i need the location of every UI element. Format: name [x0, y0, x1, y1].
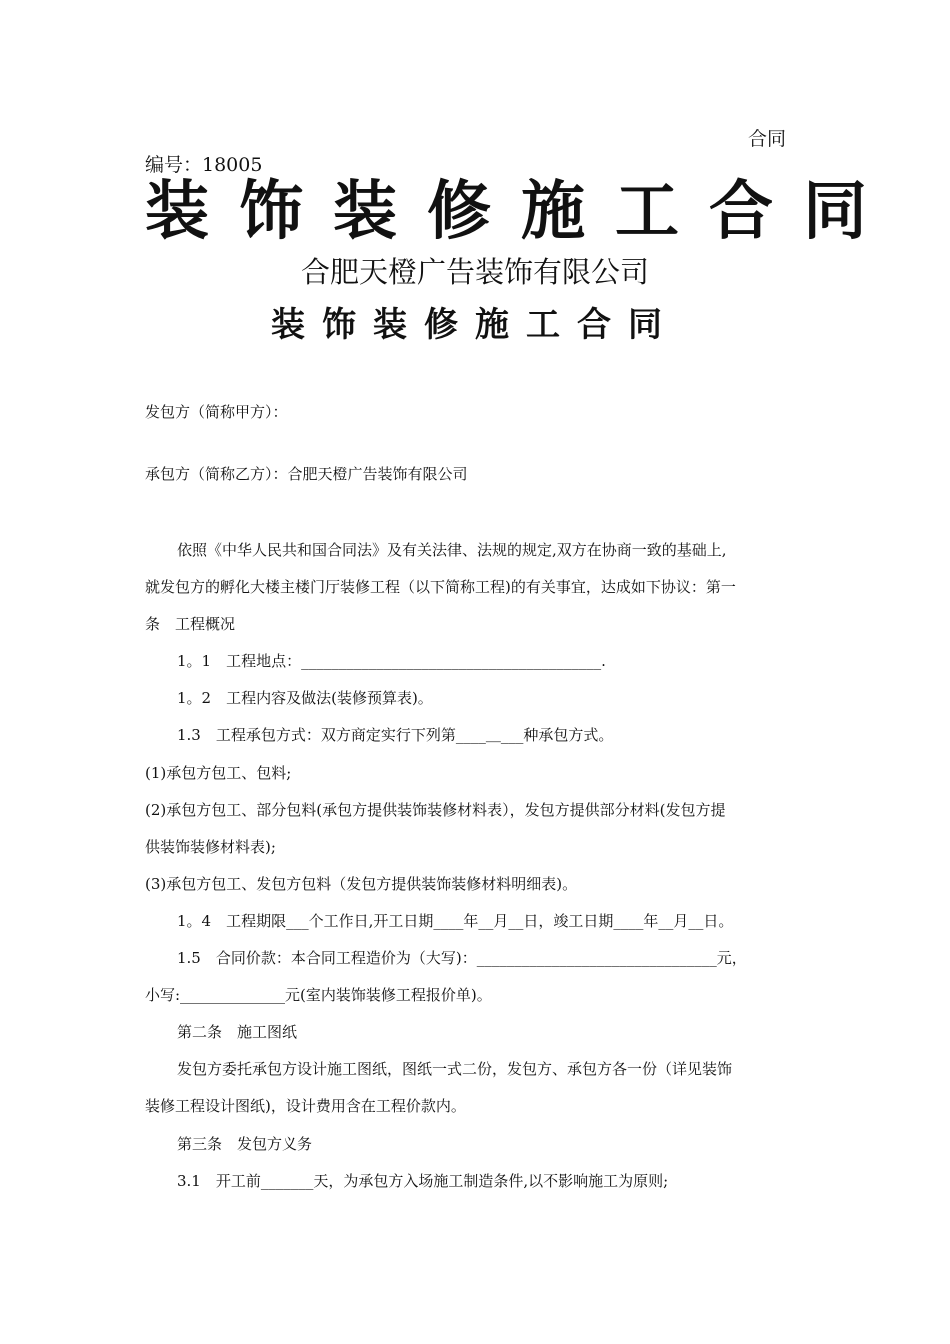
- party-b-line: 承包方（简称乙方）：合肥天橙广告装饰有限公司: [145, 465, 468, 483]
- body-line: 装修工程设计图纸)，设计费用含在工程价款内。: [145, 1097, 466, 1116]
- contract-body: [145, 532, 810, 1200]
- body-line: 1。1 工程地点：________________________________________.: [177, 652, 606, 671]
- body-line: 条 工程概况: [145, 615, 236, 634]
- body-line: 依照《中华人民共和国合同法》及有关法律、法规的规定,双方在协商一致的基础上,: [177, 541, 727, 559]
- body-line: 1.3 工程承包方式：双方商定实行下列第____＿___种承包方式。: [177, 726, 614, 745]
- body-line: 第二条 施工图纸: [177, 1023, 298, 1042]
- body-line: (3)承包方包工、发包方包料（发包方提供装饰装修材料明细表)。: [145, 874, 578, 893]
- party-a-line: 发包方（简称甲方）：: [145, 403, 288, 421]
- corner-label: 合同: [748, 128, 787, 150]
- contract-main-title: 装饰装修施工合同: [145, 175, 897, 249]
- body-line: (2)承包方包工、部分包料(承包方提供装饰装修材料表），发包方提供部分材料(发包方提: [145, 800, 726, 819]
- contract-serial-number: 编号：18005: [145, 154, 263, 176]
- body-line: 1.5 合同价款：本合同工程造价为（大写)：________________________________元，: [177, 949, 747, 968]
- contract-subtitle: 装饰装修施工合同: [271, 305, 679, 345]
- company-name: 合肥天橙广告装饰有限公司: [300, 255, 649, 289]
- body-line: 供装饰装修材料表);: [145, 837, 276, 856]
- body-line: 1。4 工程期限___个工作日,开工日期____年__月__日，竣工日期____年__月__日。: [177, 911, 734, 930]
- body-line: 第三条 发包方义务: [177, 1134, 313, 1153]
- body-line: 1。2 工程内容及做法(装修预算表)。: [177, 689, 433, 708]
- body-line: (1)承包方包工、包料;: [145, 763, 292, 782]
- body-line: 3.1 开工前_______天，为承包方入场施工制造条件,以不影响施工为原则;: [177, 1171, 669, 1190]
- body-line: 就发包方的孵化大楼主楼门厅装修工程（以下简称工程)的有关事宜，达成如下协议：第一: [145, 578, 736, 597]
- body-line: 发包方委托承包方设计施工图纸，图纸一式二份，发包方、承包方各一份（详见装饰: [177, 1060, 733, 1079]
- body-line: 小写:______________元(室内装饰装修工程报价单)。: [145, 986, 492, 1005]
